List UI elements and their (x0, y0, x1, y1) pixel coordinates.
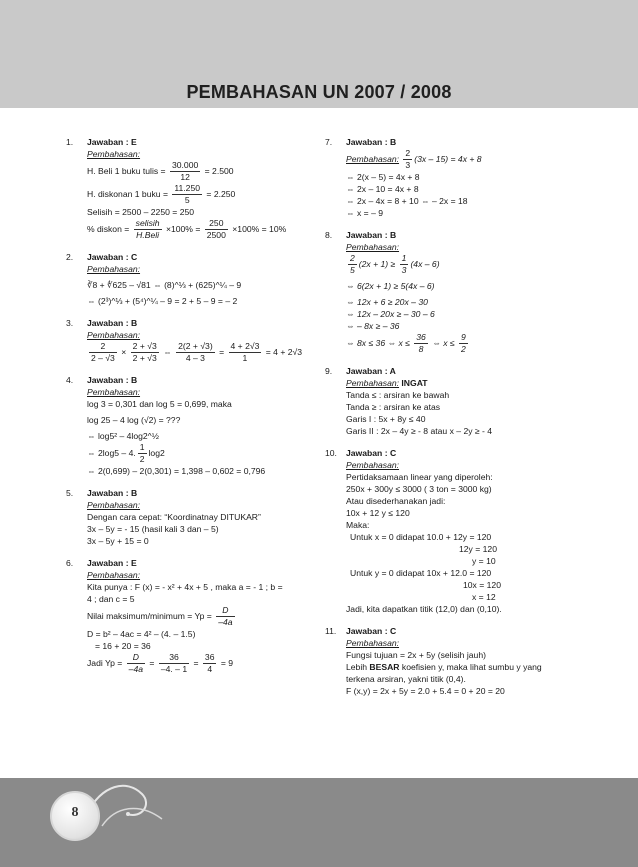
text-line: 4 ; dan c = 5 (87, 594, 135, 604)
item-number: 6. (66, 558, 74, 568)
fraction (89, 341, 117, 364)
text-line: F (x,y) = 2x + 5y = 2.0 + 5.4 = 0 + 20 = 20 (346, 686, 505, 696)
equation-line: ⇔ 2(x – 5) = 4x + 8 (346, 172, 420, 182)
fraction (172, 183, 202, 206)
text-line: 3x – 5y = - 15 (hasil kali 3 dan – 5) (87, 524, 219, 534)
equation-line: ⇔ x = – 9 (346, 208, 384, 218)
text: H. diskonan 1 buku = (87, 188, 168, 199)
numerator: 2 (89, 341, 117, 353)
fraction (205, 218, 228, 241)
text: % diskon = (87, 223, 130, 234)
equation-line (87, 652, 316, 675)
fraction (459, 332, 468, 355)
text: (2x + 1) ≥ (358, 258, 396, 269)
denominator: 2 (139, 454, 145, 464)
question-7 (325, 136, 573, 219)
text-line: Maka: (346, 520, 370, 530)
item-number: 11. (325, 626, 337, 636)
question-3 (66, 317, 316, 364)
numerator: 30.000 (171, 160, 199, 170)
fraction (131, 341, 159, 364)
denominator: 2500 (206, 230, 226, 240)
text-line: = 16 + 20 = 36 (95, 641, 151, 651)
text-line: Kita punya : F (x) = - x² + 4x + 5 , maka a = - 1 ; b = (87, 582, 283, 592)
ingat-label: INGAT (401, 378, 428, 388)
question-5 (66, 487, 316, 547)
numerator: 2 (350, 253, 355, 263)
equation-line: log 25 – 4 log (√2) = ??? (87, 415, 181, 425)
text: (3x – 15) = 4x + 8 (414, 153, 482, 164)
text-line: x = 12 (472, 592, 496, 602)
text: = (193, 657, 199, 668)
answer-label: Jawaban : E (87, 137, 137, 147)
equation-line (346, 332, 573, 355)
pembahasan-label: Pembahasan: (87, 264, 141, 274)
numerator: 36 (416, 332, 426, 342)
numerator: 2 (405, 148, 411, 158)
text-line: Selisih = 2500 – 2250 = 250 (87, 207, 195, 217)
equation-line (346, 253, 573, 276)
numerator: 250 (205, 218, 228, 230)
item-number: 7. (325, 137, 333, 147)
emphasis: BESAR (369, 662, 400, 672)
fraction (229, 341, 262, 364)
numerator: 2 + √3 (132, 341, 157, 351)
text: Nilai maksimum/minimum = Yp = (87, 610, 212, 621)
numerator: D (216, 605, 234, 617)
text-line: Untuk y = 0 didapat 10x + 12.0 = 120 (350, 568, 492, 578)
pembahasan-label: Pembahasan: (346, 242, 400, 252)
denominator: 3 (405, 160, 411, 170)
text: ⇔ 8x ≤ 36 ⇔ x ≤ (346, 337, 410, 348)
equation-line (87, 442, 316, 465)
denominator: 2 + √3 (132, 353, 157, 363)
question-4 (66, 374, 316, 477)
equation-line: ⇔ 2(0,699) – 2(0,301) = 1,398 – 0,602 = 0,796 (87, 466, 266, 476)
question-1 (66, 136, 316, 241)
text: H. Beli 1 buku tulis = (87, 165, 166, 176)
text: (4x – 6) (410, 258, 440, 269)
text-line: terkena arsiran, yakni titik (0,4). (346, 674, 466, 684)
left-column (66, 136, 316, 685)
text: koefisien y, maka lihat sumbu y yang (399, 662, 542, 672)
page-number: 8 (71, 805, 79, 820)
equation-line: ⇔ 12x + 6 ≥ 20x – 30 (346, 297, 428, 307)
text-line: Garis I : 5x + 8y ≤ 40 (346, 414, 426, 424)
equation-line (87, 218, 316, 241)
numerator: selisih (135, 218, 160, 228)
item-number: 1. (66, 137, 74, 147)
denominator: –4a (218, 617, 233, 627)
denominator: 2 (461, 344, 466, 354)
answer-label: Jawaban : E (87, 558, 137, 568)
question-10 (325, 447, 573, 615)
denominator: –4a (128, 664, 144, 674)
answer-label: Jawaban : B (346, 137, 397, 147)
equation-line (87, 605, 316, 628)
numerator: D (127, 652, 145, 664)
denominator: 3 (401, 265, 407, 275)
item-number: 10. (325, 448, 337, 458)
text: log2 (148, 447, 165, 458)
pembahasan-label: Pembahasan: (87, 570, 141, 580)
equation-line: ⇔ log5² – 4log2^½ (87, 431, 159, 441)
text-line: 12y = 120 (459, 544, 497, 554)
text-line: log 3 = 0,301 dan log 5 = 0,699, maka (87, 399, 232, 409)
pembahasan-label: Pembahasan: (87, 330, 141, 340)
text: ×100% = 10% (232, 223, 287, 234)
text-line: D = b² – 4ac = 4² – (4. – 1.5) (87, 629, 196, 639)
text: = 4 + 2√3 (265, 346, 303, 357)
numerator: 36 (204, 652, 215, 662)
numerator: 9 (461, 332, 466, 342)
text: × (121, 346, 127, 357)
pembahasan-label: Pembahasan: (87, 387, 141, 397)
equation-line: ⇔ (2³)^⅓ + (5⁴)^¼ – 9 = 2 + 5 – 9 = – 2 (87, 296, 238, 306)
text-line: Pertidaksamaan linear yang diperoleh: (346, 472, 493, 482)
denominator: 4 – 3 (185, 353, 205, 363)
answer-label: Jawaban : A (346, 366, 396, 376)
text-line: Tanda ≤ : arsiran ke bawah (346, 390, 450, 400)
text-line: Garis II : 2x – 4y ≥ - 8 atau x – 2y ≥ - 4 (346, 426, 493, 436)
text-line: 10x + 12 y ≤ 120 (346, 508, 410, 518)
pembahasan-label: Pembahasan: (87, 149, 141, 159)
fraction (138, 442, 147, 465)
text-line: y = 10 (472, 556, 496, 566)
fraction (400, 253, 409, 276)
text-line: 10x = 120 (463, 580, 501, 590)
fraction (203, 652, 217, 675)
text-line: Untuk x = 0 didapat 10.0 + 12y = 120 (350, 532, 492, 542)
equation-line: ⇔ 6(2x + 1) ≥ 5(4x – 6) (346, 281, 435, 291)
denominator: –4. – 1 (160, 664, 188, 674)
text-line (346, 661, 573, 673)
equation-line: ⇔ – 8x ≥ – 36 (346, 321, 400, 331)
text: ⇔ 2log5 – 4. (87, 447, 136, 458)
denominator: 5 (184, 195, 190, 205)
fraction (170, 160, 200, 183)
question-9 (325, 365, 573, 437)
fraction (159, 652, 189, 675)
equation-line (87, 341, 316, 364)
answer-label: Jawaban : C (346, 448, 397, 458)
text-line: Atau disederhanakan jadi: (346, 496, 446, 506)
equation-line (87, 183, 316, 206)
text-line: Jadi, kita dapatkan titik (12,0) dan (0,10). (346, 604, 502, 614)
pembahasan-label: Pembahasan: (346, 378, 400, 388)
text: Lebih (346, 662, 370, 672)
pembahasan-line (346, 377, 573, 389)
text: = (149, 657, 155, 668)
text: = 2.250 (206, 188, 236, 199)
numerator: 11.250 (174, 183, 201, 193)
text-line: Dengan cara cepat: “Koordinatnay DITUKAR” (87, 512, 261, 522)
right-column (325, 136, 573, 707)
answer-label: Jawaban : B (87, 318, 138, 328)
text-line: Fungsi tujuan = 2x + 5y (selisih jauh) (346, 650, 486, 660)
question-11 (325, 625, 573, 697)
numerator: 2(2 + √3) (178, 341, 213, 351)
question-2 (66, 251, 316, 307)
fraction (403, 148, 412, 171)
equation-line: ⇔ 2x – 10 = 4x + 8 (346, 184, 419, 194)
equation-line: ⇔ 2x – 4x = 8 + 10 ⇔ – 2x = 18 (346, 196, 468, 206)
item-number: 4. (66, 375, 74, 385)
fraction (127, 652, 145, 675)
text: = (219, 346, 225, 357)
question-6 (66, 557, 316, 675)
pembahasan-label: Pembahasan: (87, 500, 141, 510)
text-line: Tanda ≥ : arsiran ke atas (346, 402, 441, 412)
text: = 9 (220, 657, 234, 668)
answer-label: Jawaban : B (87, 488, 138, 498)
fraction (176, 341, 215, 364)
numerator: 36 (159, 652, 189, 664)
text: Jadi Yp = (87, 657, 123, 668)
fraction (414, 332, 428, 355)
denominator: 5 (350, 265, 355, 275)
equation-line (87, 160, 316, 183)
item-number: 9. (325, 366, 333, 376)
answer-label: Jawaban : B (346, 230, 397, 240)
answer-label: Jawaban : C (87, 252, 138, 262)
denominator: 12 (180, 172, 190, 182)
answer-label: Jawaban : C (346, 626, 397, 636)
pembahasan-label: Pembahasan: (346, 638, 400, 648)
equation-line: ∛8 + ∜625 – √81 ⇔ (8)^⅓ + (625)^¼ – 9 (87, 280, 242, 290)
text-line: 250x + 300y ≤ 3000 ( 3 ton = 3000 kg) (346, 484, 492, 494)
pembahasan-label: Pembahasan: (346, 460, 400, 470)
numerator: 4 + 2√3 (230, 341, 260, 351)
fraction (134, 218, 162, 241)
denominator: 4 (207, 664, 213, 674)
text: ⇔ (163, 346, 172, 357)
text-line: 3x – 5y + 15 = 0 (87, 536, 149, 546)
item-number: 8. (325, 230, 333, 240)
question-8 (325, 229, 573, 355)
text: = 2.500 (204, 165, 234, 176)
fraction (348, 253, 357, 276)
pembahasan-label: Pembahasan: (346, 153, 400, 164)
denominator: 8 (418, 344, 424, 354)
denominator: 2 – √3 (91, 353, 115, 363)
equation-line (346, 148, 573, 171)
page-title: PEMBAHASAN UN 2007 / 2008 (186, 82, 452, 102)
denominator: 1 (242, 353, 248, 363)
item-number: 2. (66, 252, 74, 262)
denominator: H.Beli (136, 230, 160, 240)
text: ×100% = (165, 223, 201, 234)
item-number: 3. (66, 318, 74, 328)
numerator: 1 (401, 253, 407, 263)
equation-line: ⇔ 12x – 20x ≥ – 30 – 6 (346, 309, 435, 319)
numerator: 1 (139, 442, 145, 452)
item-number: 5. (66, 488, 74, 498)
text: ⇔ x ≤ (432, 337, 455, 348)
fraction (216, 605, 234, 628)
answer-label: Jawaban : B (87, 375, 138, 385)
